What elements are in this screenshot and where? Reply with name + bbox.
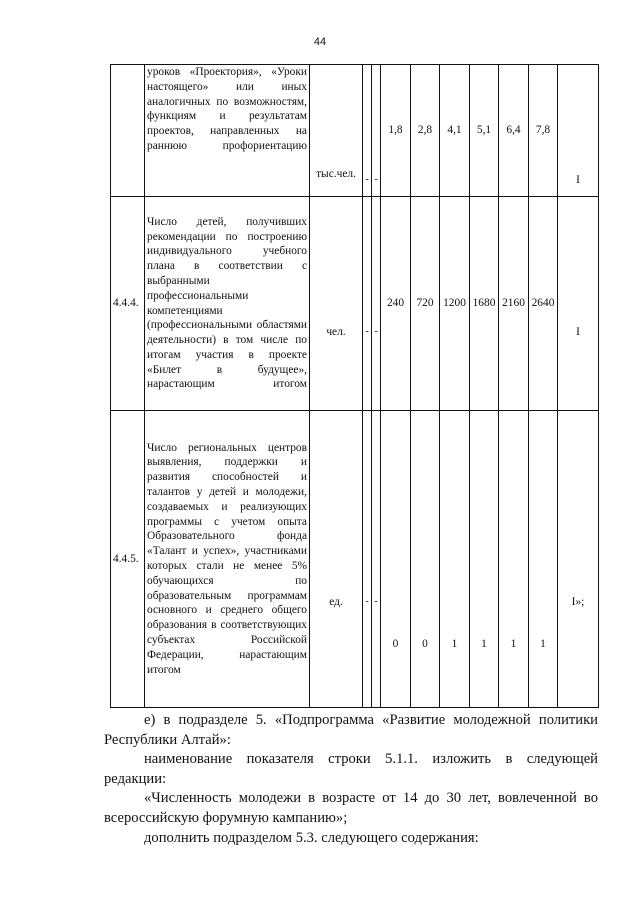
paragraph: е) в подразделе 5. «Подпрограмма «Развитие молодежной политики Республики Алтай»: (104, 712, 598, 748)
value-cell: 4,1 (440, 65, 470, 197)
value-cell: 240 (381, 197, 411, 411)
value-cell: 2,8 (411, 65, 440, 197)
value-cell: 1,8 (381, 65, 411, 197)
row-number (111, 65, 145, 197)
paragraph: наименование показателя строки 5.1.1. изложить в следующей редакции: (104, 751, 598, 787)
value-cell: 7,8 (529, 65, 558, 197)
row-number: 4.4.4. (111, 197, 145, 411)
table-row (111, 197, 599, 411)
dash-cell: - (372, 65, 381, 197)
dash-cell: - (372, 411, 381, 708)
value-cell: 1680 (470, 197, 499, 411)
indicator-name: Число детей, получивших рекомендации по построению индивидуального учебного плана в соответствии с выбранными профессиональными компетенциями (профессиональными областями деятельности) в том числе по итогам участия в проекте «Билет в будущее», нарастающим итогом (145, 197, 310, 411)
indicator-name: уроков «Проектория», «Уроки настоящего» или иных аналогичных по возможностям, функциям и результатам проектов, направленных на раннюю профориентацию (145, 65, 310, 197)
value-cell: 1200 (440, 197, 470, 411)
value-cell: 6,4 (499, 65, 529, 197)
table-row (111, 411, 599, 708)
dash-cell: - (363, 65, 372, 197)
dash-cell: - (372, 197, 381, 411)
page-number: 44 (313, 36, 327, 48)
paragraph: дополнить подразделом 5.3. следующего содержания: (144, 829, 479, 846)
unit-cell: ед. (310, 411, 363, 708)
indicators-table (110, 64, 599, 708)
value-cell: 1 (470, 411, 499, 708)
value-cell: 0 (411, 411, 440, 708)
paragraph: «Численность молодежи в возрасте от 14 до 30 лет, вовлеченной во всероссийскую форумную кампанию»; (104, 790, 598, 826)
last-cell: I (558, 65, 599, 197)
value-cell: 1 (529, 411, 558, 708)
dash-cell: - (363, 197, 372, 411)
amendment-text (104, 711, 598, 848)
last-cell: I»; (558, 411, 599, 708)
value-cell: 1 (499, 411, 529, 708)
dash-cell: - (363, 411, 372, 708)
indicator-name: Число региональных центров выявления, поддержки и развития способностей и талантов у детей и молодежи, создаваемых и реализующих программы с учетом опыта Образовательного фонда «Талант и успех», участниками которых стали не менее 5% обучающихся по образовательным программам основного и среднего общего образования в соответствующих субъектах Российской Федерации, нарастающим итогом (145, 411, 310, 708)
value-cell: 2640 (529, 197, 558, 411)
value-cell: 0 (381, 411, 411, 708)
table-row (111, 65, 599, 197)
unit-cell: тыс.чел. (310, 65, 363, 197)
value-cell: 2160 (499, 197, 529, 411)
value-cell: 1 (440, 411, 470, 708)
unit-cell: чел. (310, 197, 363, 411)
value-cell: 5,1 (470, 65, 499, 197)
last-cell: I (558, 197, 599, 411)
value-cell: 720 (411, 197, 440, 411)
row-number: 4.4.5. (111, 411, 145, 708)
